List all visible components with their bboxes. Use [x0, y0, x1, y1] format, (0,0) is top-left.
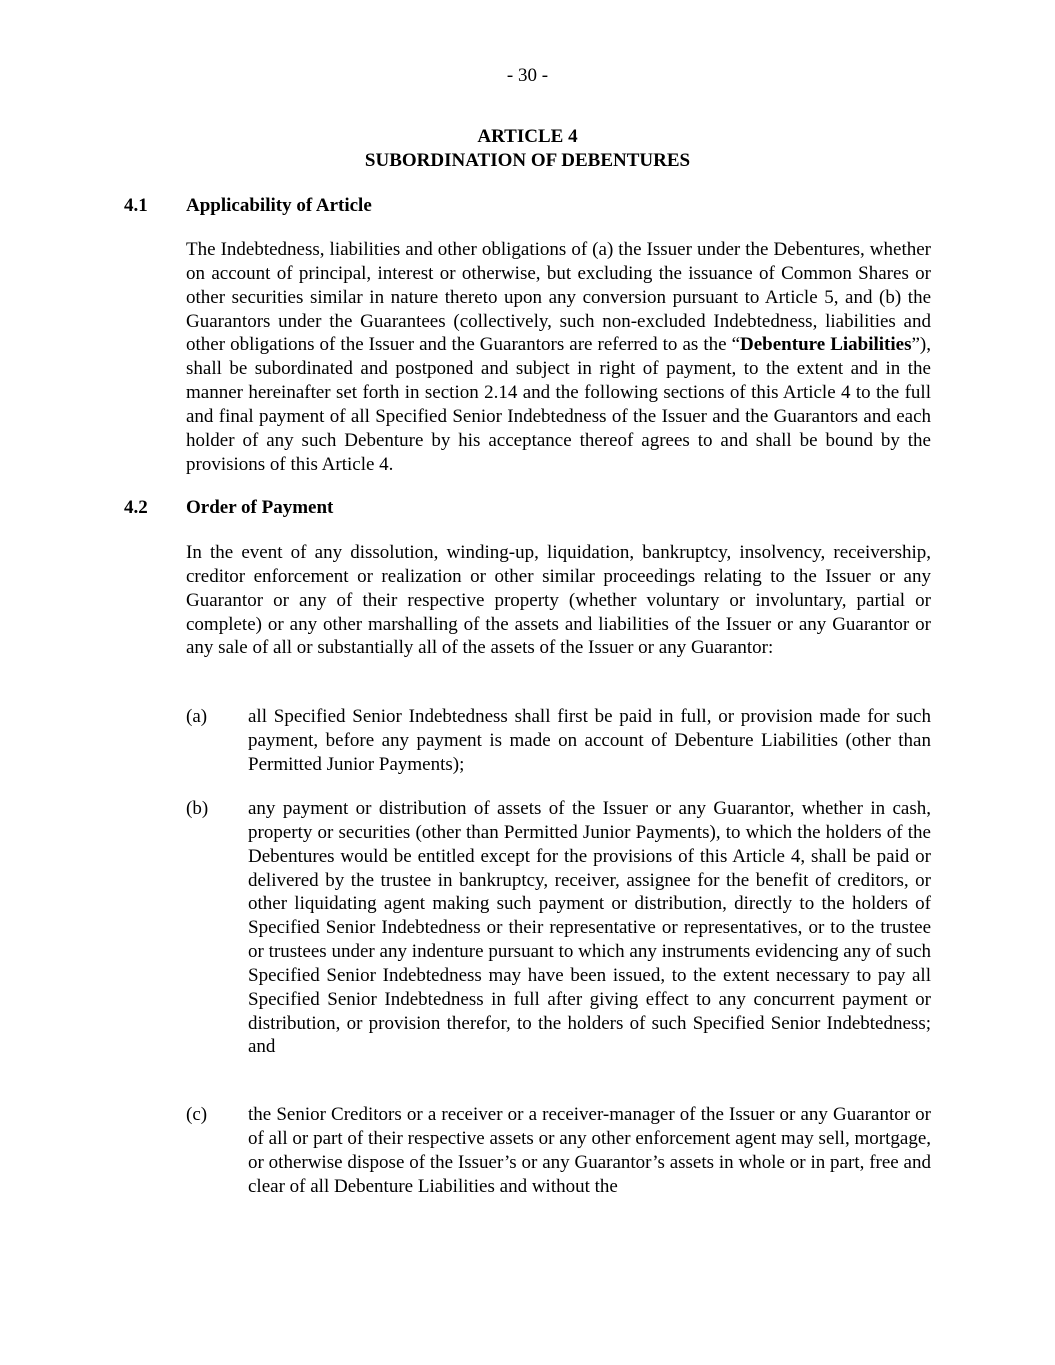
defined-term: Debenture Liabilities — [740, 334, 912, 356]
section-4-1-paragraph — [186, 238, 931, 476]
section-heading-4-1 — [124, 194, 372, 218]
article-heading — [0, 125, 1055, 173]
section-number: 4.1 — [124, 195, 148, 216]
article-number: ARTICLE 4 — [477, 126, 578, 147]
list-item-a — [186, 705, 931, 777]
list-item-c — [186, 1103, 931, 1198]
list-item-label: (a) — [186, 706, 208, 727]
list-item-text: the Senior Creditors or a receiver or a receiver-manager of the Issuer or any Guarantor or of all or part of their respective assets or any other enforcement agent may sell, mortgage, or otherwise dispose of the Issuer’s or any Guarantor’s assets in whole or in part, free and clear of all Debenture Liabilities and without the — [248, 1104, 931, 1197]
section-title: Applicability of Article — [186, 195, 372, 216]
list-item-text: all Specified Senior Indebtedness shall first be paid in full, or provision made for such payment, before any payment is made on account of Debenture Liabilities (other than Permitted Junior Payments); — [248, 706, 931, 775]
section-title: Order of Payment — [186, 497, 334, 518]
section-heading-4-2 — [124, 496, 333, 520]
article-title: SUBORDINATION OF DEBENTURES — [364, 150, 691, 171]
list-item-label: (b) — [186, 798, 209, 819]
paragraph-text-before: The Indebtedness, liabilities and other obligations of (a) the Issuer under the Debentures, whether on account of principal, interest or otherwise, but excluding the issuance of Common Shares or other securities similar in nature thereto upon any conversion pursuant to Article 5, and (b) the Guarantors under the Guarantees (collectively, such non-excluded Indebtedness, liabilities and other obligations of the Issuer and the Guarantors are referred to as the “ — [186, 239, 931, 356]
list-item-text: any payment or distribution of assets of the Issuer or any Guarantor, whether in cash, property or securities (other than Permitted Junior Payments), to which the holders of the Debentures would be entitled except for the provisions of this Article 4, shall be paid or delivered by the trustee in bankruptcy, receiver, assignee for the benefit of creditors, or other liquidating agent making such payment or distribution, directly to the holders of Specified Senior Indebtedness or their representative or representatives, or to the trustee or trustees under any indenture pursuant to which any instruments evidencing any of such Specified Senior Indebtedness may have been issued, to the extent necessary to pay all Specified Senior Indebtedness in full after giving effect to any concurrent payment or distribution, or provision therefor, to the holders of such Specified Senior Indebtedness; and — [248, 798, 931, 1058]
list-item-b — [186, 797, 931, 1059]
paragraph-text-after: ”), shall be subordinated and postponed and subject in right of payment, to the extent and in the manner hereinafter set forth in section 2.14 and the following sections of this Article 4 to the full and final payment of all Specified Senior Indebtedness of the Issuer and the Guarantors and each holder of any such Debenture by his acceptance thereof agrees to and shall be bound by the provisions of this Article 4. — [186, 334, 931, 475]
page-number: - 30 - — [506, 65, 549, 86]
list-item-label: (c) — [186, 1104, 208, 1125]
section-number: 4.2 — [124, 497, 148, 518]
section-4-2-paragraph: In the event of any dissolution, winding-up, liquidation, bankruptcy, insolvency, receivership, creditor enforcement or realization or other similar proceedings relating to the Issuer or any Guarantor or any of their respective property (whether voluntary or involuntary, partial or complete) or any other marshalling of the assets and liabilities of the Issuer or any Guarantor or any sale of all or substantially all of the assets of the Issuer or any Guarantor: — [186, 542, 931, 659]
